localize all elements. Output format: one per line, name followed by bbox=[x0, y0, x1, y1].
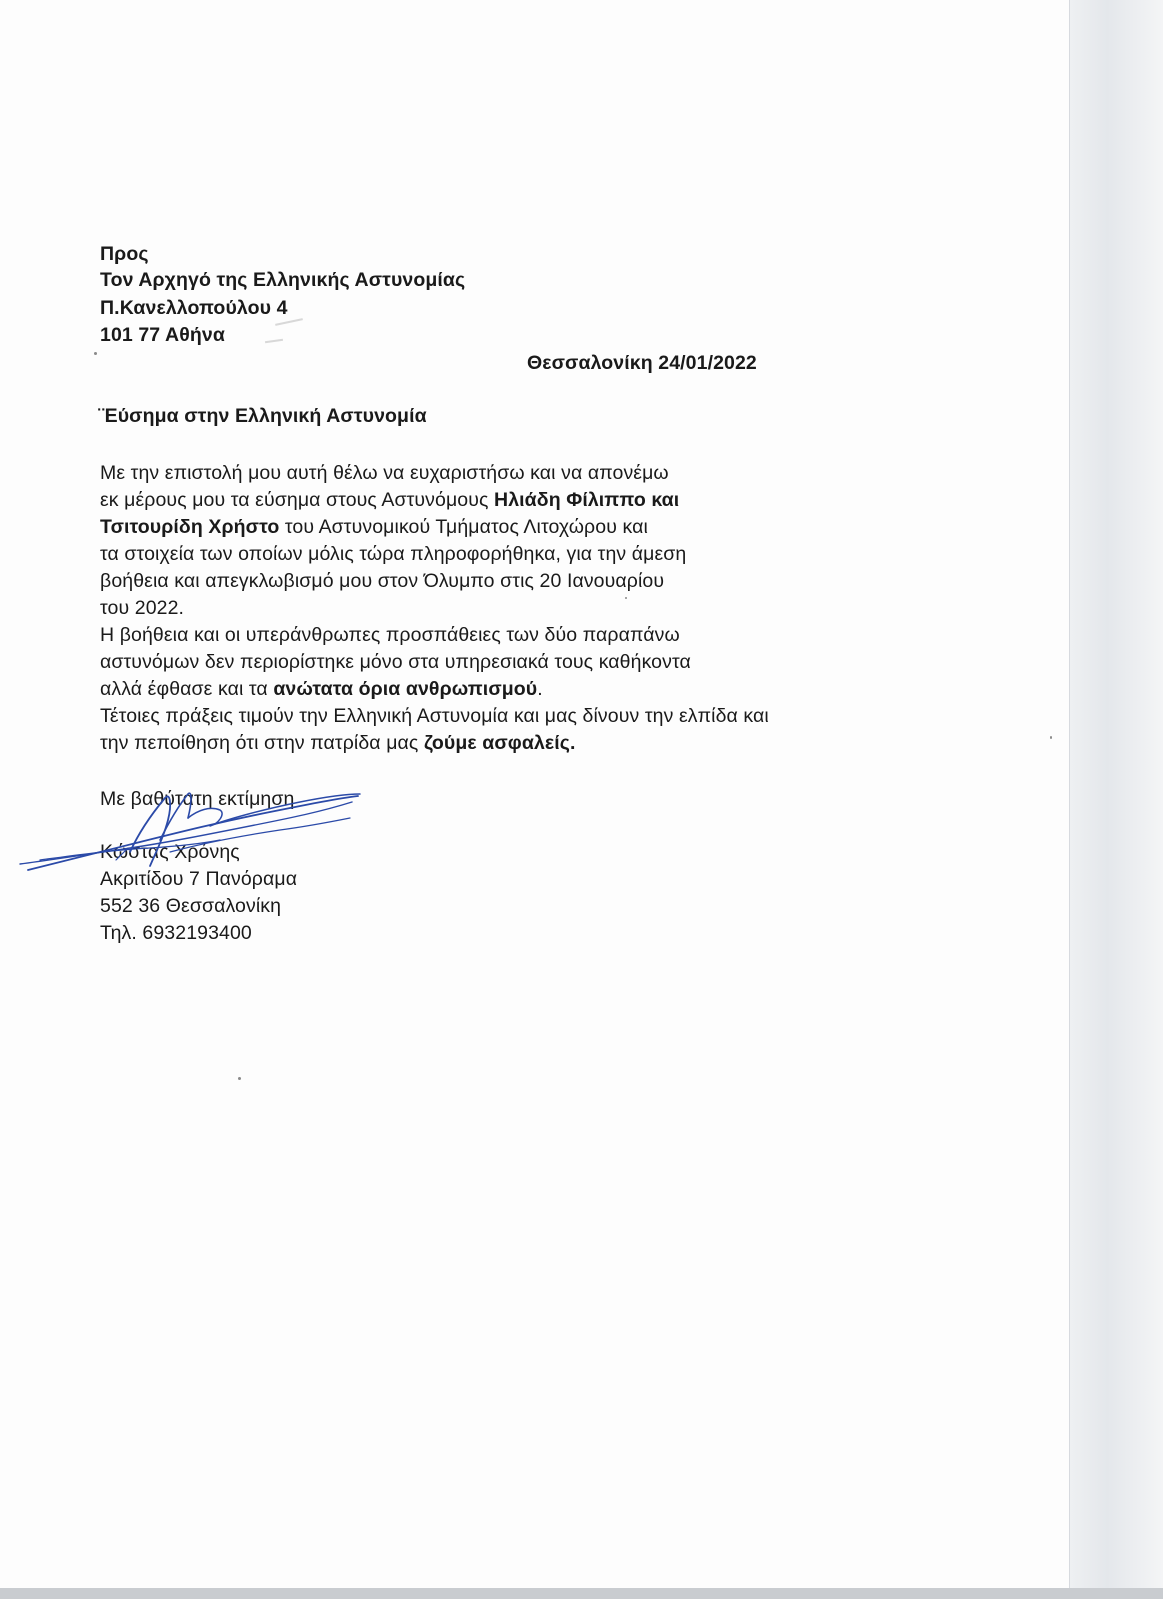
emphasis-safety: ζούμε ασφαλείς. bbox=[423, 732, 576, 754]
body-line-2 bbox=[100, 487, 679, 513]
scan-speck bbox=[94, 352, 97, 355]
body-line-4: τα στοιχεία των οποίων μόλις τώρα πληροφορήθηκα, για την άμεση bbox=[100, 543, 687, 565]
body-text: την πεποίθηση ότι στην πατρίδα μας bbox=[100, 732, 424, 754]
body-line-1: Με την επιστολή μου αυτή θέλω να ευχαριστήσω και να απονέμω bbox=[100, 462, 669, 484]
scan-speck bbox=[1050, 736, 1052, 739]
officer-name-1: Ηλιάδη Φίλιππο και bbox=[494, 489, 680, 511]
body-line-9 bbox=[100, 676, 543, 702]
sender-city: 552 36 Θεσσαλονίκη bbox=[100, 895, 282, 917]
scan-edge bbox=[1070, 0, 1163, 1599]
handwritten-signature bbox=[20, 790, 380, 910]
date-line: Θεσσαλονίκη 24/01/2022 bbox=[527, 352, 757, 374]
body-text: εκ μέρους μου τα εύσημα στους Αστυνόμους bbox=[100, 489, 495, 511]
body-line-3 bbox=[100, 514, 648, 540]
sender-name: Κώστας Χρόνης bbox=[100, 841, 240, 863]
subject-line: ¨Εύσημα στην Ελληνική Αστυνομία bbox=[98, 405, 427, 427]
body-line-7: Η βοήθεια και οι υπεράνθρωπες προσπάθειες των δύο παραπάνω bbox=[100, 624, 680, 646]
closing-line: Με βαθύτατη εκτίμηση bbox=[100, 788, 295, 810]
body-line-11 bbox=[100, 730, 576, 756]
body-line-10: Τέτοιες πράξεις τιμούν την Ελληνική Αστυνομία και μας δίνουν την ελπίδα και bbox=[100, 705, 769, 727]
body-line-8: αστυνόμων δεν περιορίστηκε μόνο στα υπηρεσιακά τους καθήκοντα bbox=[100, 651, 691, 673]
sender-phone: Τηλ. 6932193400 bbox=[100, 922, 252, 944]
scan-speck bbox=[238, 1077, 241, 1080]
body-text: . bbox=[537, 678, 543, 700]
recipient-salutation: Προς bbox=[100, 243, 149, 265]
sender-address: Ακριτίδου 7 Πανόραμα bbox=[100, 868, 298, 890]
scan-bottom-edge bbox=[0, 1588, 1163, 1599]
emphasis-humanity: ανώτατα όρια ανθρωπισμού bbox=[273, 678, 538, 700]
body-line-6: του 2022. bbox=[100, 597, 185, 619]
recipient-street: Π.Κανελλοπούλου 4 bbox=[100, 297, 288, 319]
officer-name-2: Τσιτουρίδη Χρήστο bbox=[100, 516, 280, 538]
recipient-title: Τον Αρχηγό της Ελληνικής Αστυνομίας bbox=[100, 269, 466, 291]
body-text: του Αστυνομικού Τμήματος Λιτοχώρου και bbox=[279, 516, 648, 538]
body-text: αλλά έφθασε και τα bbox=[100, 678, 274, 700]
scan-smudge bbox=[265, 339, 283, 343]
scan-speck bbox=[625, 597, 627, 599]
body-line-5: βοήθεια και απεγκλωβισμό μου στον Όλυμπο στις 20 Ιανουαρίου bbox=[100, 570, 665, 592]
recipient-city: 101 77 Αθήνα bbox=[100, 324, 225, 346]
